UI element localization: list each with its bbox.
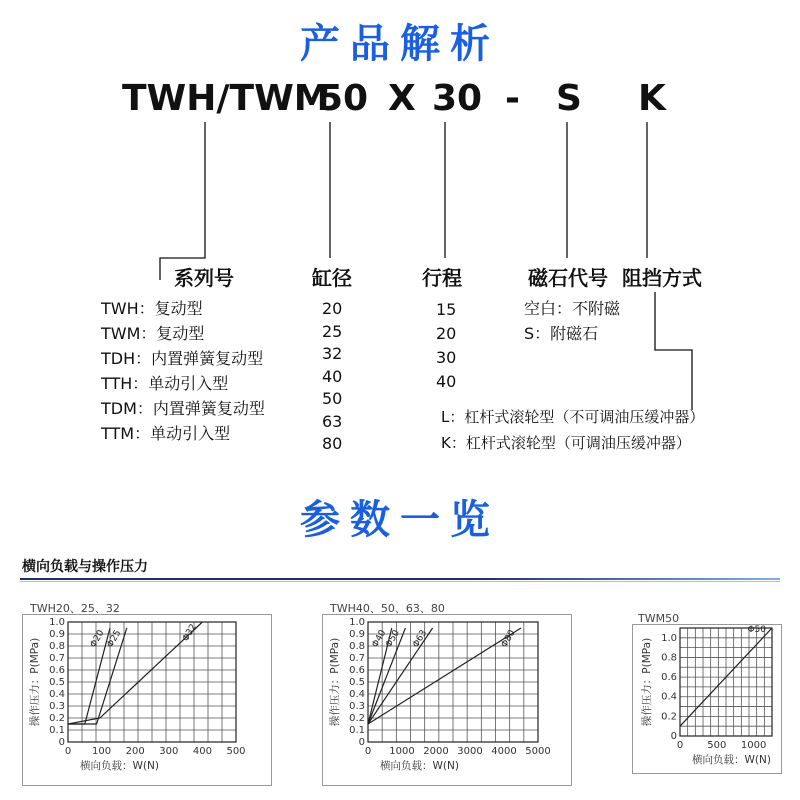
series-label: Φ32 [181,622,199,644]
x-tick-label: 5000 [525,746,551,757]
y-axis-label: 操作压力：P(MPa) [329,637,341,727]
y-tick-label: 0.2 [49,713,65,724]
stop-item: K：杠杆式滚轮型（可调油压缓冲器） [441,434,691,452]
chart1-title: TWH20、25、32 [30,602,120,615]
x-tick-label: 500 [226,746,246,757]
x-tick-label: 0 [676,740,684,751]
model-bore: 50 [318,78,369,119]
y-tick-label: 0.4 [661,691,677,703]
y-tick-label: 0.1 [349,725,365,736]
bore-item: 63 [322,411,343,431]
magnet-item: 空白：不附磁 [524,299,621,318]
bore-item: 25 [322,321,343,341]
y-tick-label: 0.6 [661,672,677,684]
y-tick-label: 0.7 [49,653,65,664]
y-tick-label: 1.0 [49,617,65,628]
series-label: Φ25 [105,628,124,650]
chart2-title: TWH40、50、63、80 [330,602,445,615]
model-series: TWH/TWM [122,78,330,119]
section-label: 横向负载与操作压力 [22,559,148,575]
header-magnet: 磁石代号 [528,266,608,290]
bore-item: 50 [322,389,343,408]
y-tick-label: 0.7 [349,653,365,664]
y-tick-label: 0.3 [49,701,65,712]
series-item: TTM：单动引入型 [101,424,231,443]
y-tick-label: 0 [58,737,65,748]
x-tick-label: 3000 [457,746,483,757]
stop-item: L：杠杆式滚轮型（不可调油压缓冲器） [441,408,705,426]
series-label: Φ40 [370,628,389,650]
y-tick-label: 0 [358,737,365,748]
x-tick-label: 1000 [389,746,415,757]
stop-connector-bottom [655,292,692,410]
series-item: TDH：内置弹簧复动型 [101,349,264,368]
series-label: Φ63 [411,628,430,650]
series-label: Φ20 [88,628,107,650]
model-magnet: S [556,78,582,119]
series-label: Φ50 [747,625,766,635]
y-tick-label: 0.4 [49,689,65,700]
header-stroke: 行程 [422,266,462,290]
y-tick-label: 0.6 [349,665,365,676]
model-x: X [388,78,416,119]
bore-item: 20 [322,299,343,318]
product-analysis-title: 产品解析 [300,21,500,67]
y-tick-label: 0.5 [49,677,65,688]
parameters-title: 参数一览 [300,497,500,543]
x-tick-label: 1000 [740,740,767,751]
stroke-item: 30 [436,348,457,367]
series-label: Φ50 [384,628,402,650]
y-tick-label: 0.9 [49,629,65,640]
magnet-list [524,296,620,346]
y-tick-label: 0.1 [49,725,65,736]
stroke-list [436,298,456,394]
chart-twm50 [632,624,782,774]
bore-item: 40 [322,366,343,386]
y-axis-label: 操作压力：P(MPa) [29,637,41,727]
y-tick-label: 0.2 [349,713,365,724]
model-stroke: 30 [432,78,483,119]
series-item: TDM：内置弹簧复动型 [101,399,265,418]
y-tick-label: 0 [670,731,677,742]
model-dash: - [505,78,520,119]
y-tick-label: 0.3 [349,701,365,712]
y-tick-label: 0.8 [49,641,65,652]
section-divider [20,578,780,580]
x-tick-label: 400 [192,746,212,757]
x-tick-label: 300 [159,746,179,757]
x-axis-label: 横向负载：W(N) [380,760,459,772]
section-divider-thin [20,581,780,582]
series-connector [160,122,205,280]
x-tick-label: 0 [364,746,372,757]
chart-frame [633,625,782,774]
series-label: Φ80 [499,628,518,650]
stroke-item: 40 [436,372,457,391]
chart-twh-small [22,614,272,786]
stop-list [441,404,704,456]
stroke-item: 15 [436,300,457,319]
header-bore: 缸径 [312,266,352,290]
x-axis-label: 横向负载：W(N) [80,760,159,772]
x-axis-label: 横向负载：W(N) [692,754,771,766]
chart3-title: TWM50 [638,612,680,625]
y-tick-label: 0.2 [661,711,677,723]
y-tick-label: 0.8 [349,641,365,652]
series-item: TWM：复动型 [101,324,205,343]
series-item: TWH：复动型 [101,299,203,318]
x-tick-label: 0 [64,746,72,757]
y-tick-label: 1.0 [661,632,677,644]
series-item: TTH：单动引入型 [101,374,229,393]
y-tick-label: 0.6 [49,665,65,676]
header-series: 系列号 [174,266,234,290]
y-tick-label: 0.5 [349,677,365,688]
y-tick-label: 0.9 [349,629,365,640]
x-tick-label: 2000 [423,746,449,757]
y-tick-label: 0.4 [349,689,365,700]
x-tick-label: 100 [92,746,112,757]
bore-list [322,298,342,456]
x-tick-label: 200 [125,746,145,757]
bore-item: 80 [322,434,343,453]
x-tick-label: 4000 [491,746,517,757]
header-stop: 阻挡方式 [622,266,702,290]
chart-twh-large [322,614,572,786]
y-tick-label: 1.0 [349,617,365,628]
magnet-item: S：附磁石 [524,324,599,343]
y-tick-label: 0.8 [661,652,677,664]
bore-item: 32 [322,344,343,363]
series-list [101,296,265,446]
x-tick-label: 500 [707,740,727,751]
model-stop: K [638,78,666,119]
stroke-item: 20 [436,324,457,343]
y-axis-label: 操作压力：P(MPa) [641,637,653,727]
